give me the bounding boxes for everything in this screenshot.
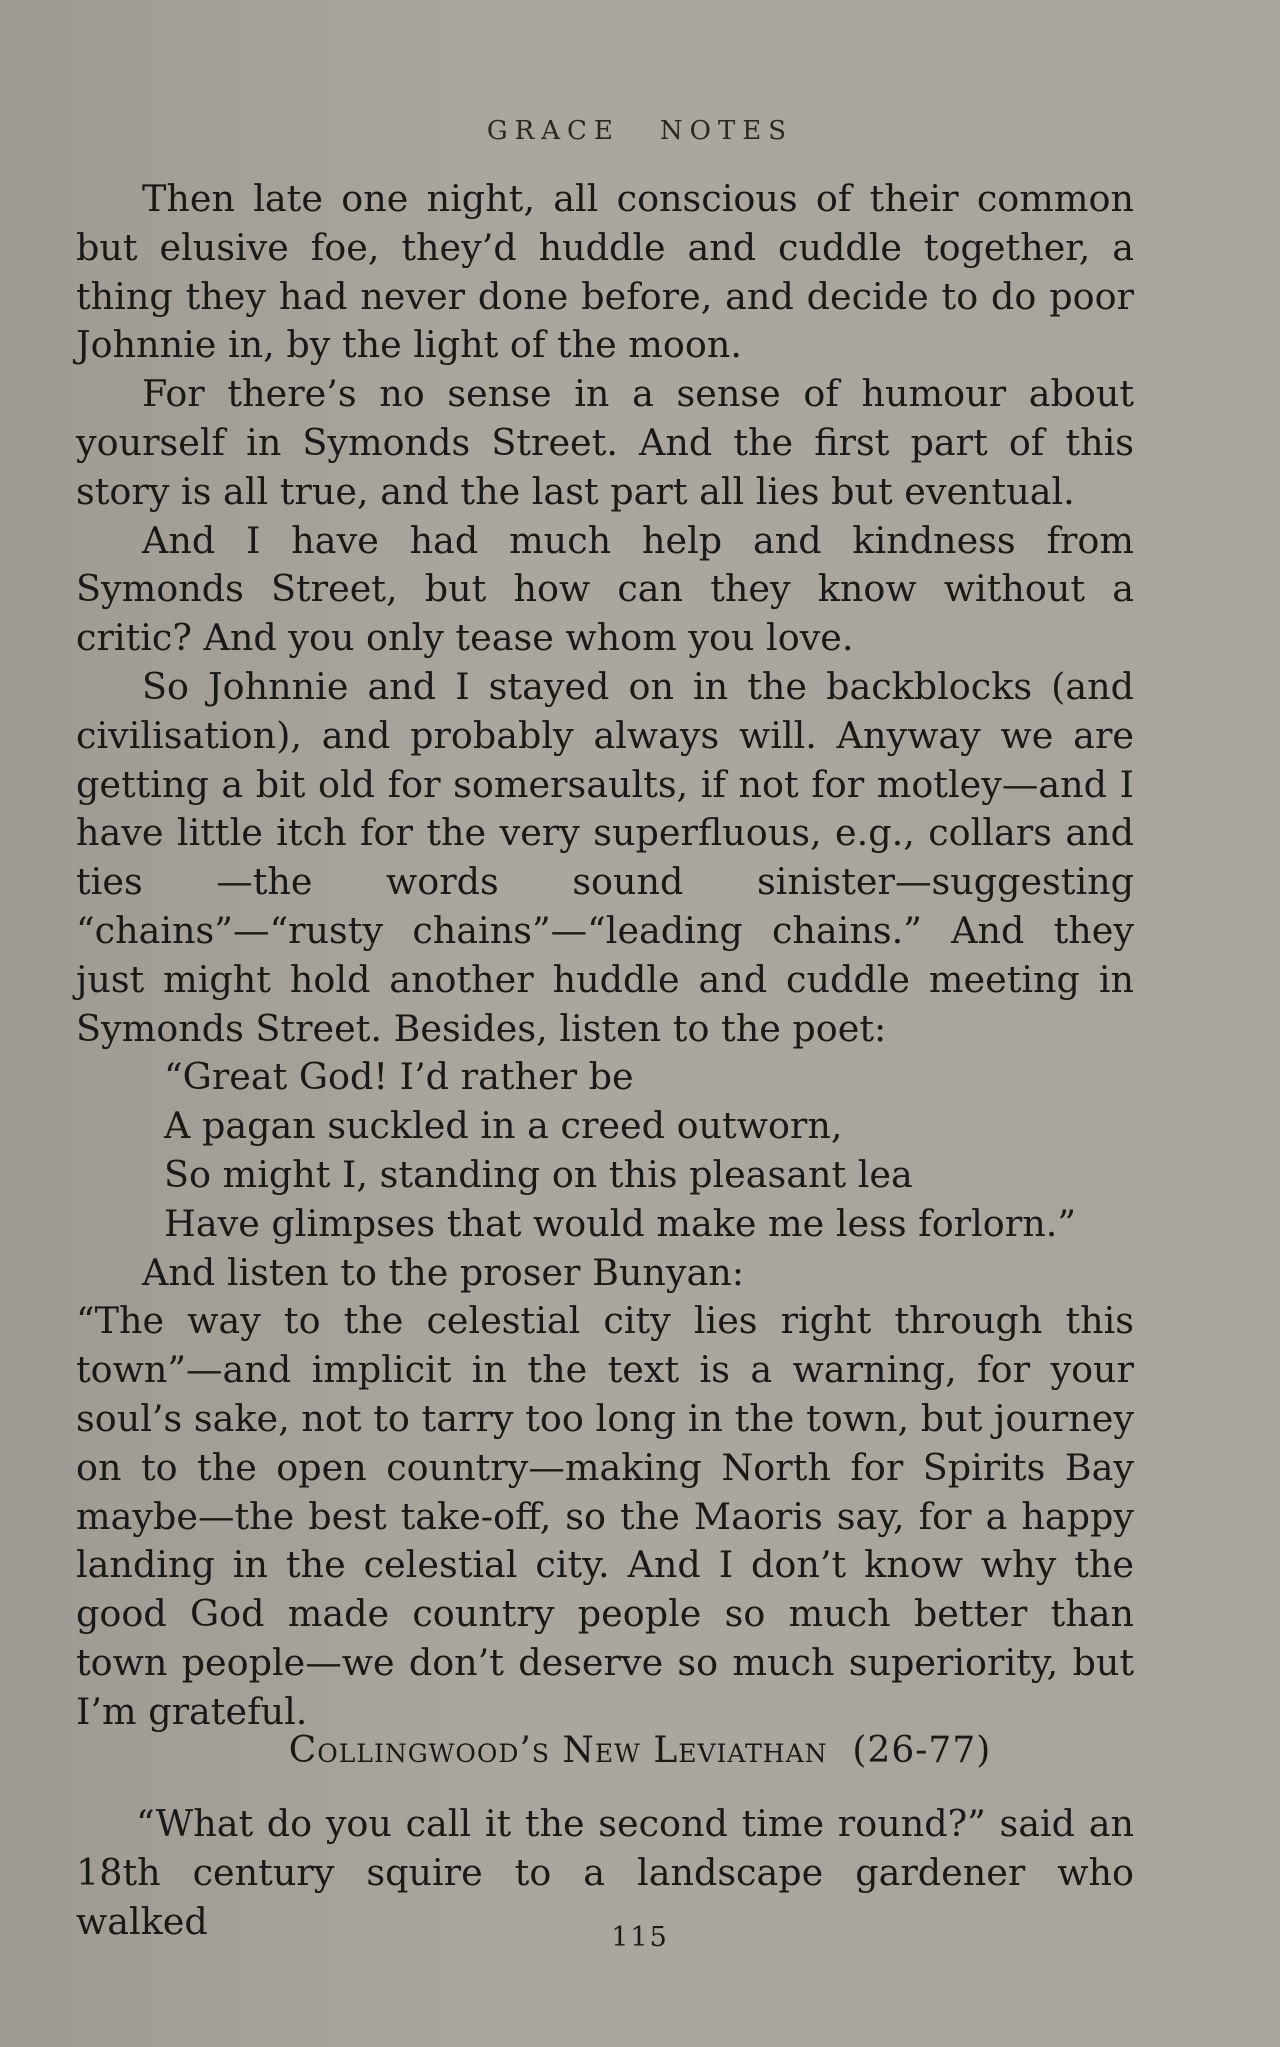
poem-line-1: “Great God! I’d rather be: [164, 1055, 634, 1099]
body-text: [76, 175, 1134, 1737]
section-paragraph: “What do you call it the second time round?” said an 18th century squire to a landscape gardener who walked: [76, 1802, 1134, 1943]
poem-line-2: A pagan suckled in a creed outworn,: [164, 1104, 843, 1148]
poem-quote: [76, 1053, 1134, 1248]
poem-line-4: Have glimpses that would make me less forlorn.”: [164, 1201, 1076, 1245]
paragraph-3: And I have had much help and kindness from Symonds Street, but how can they know without a critic? And you only tease whom you love.: [76, 518, 1134, 660]
paragraph-1: Then late one night, all conscious of their common but elusive foe, they’d huddle and cuddle together, a thing they had never done before, and decide to do poor Johnnie in, by the light of the moon.: [76, 177, 1134, 367]
bunyan-intro: And listen to the proser Bunyan:: [142, 1250, 745, 1294]
running-head-word-1: GRACE: [486, 116, 620, 146]
page-number: 115: [611, 1922, 669, 1953]
paragraph-2: For there’s no sense in a sense of humour about yourself in Symonds Street. And the first part of this story is all true, and the last part all lies but eventual.: [76, 372, 1134, 513]
section-heading-ref: (26-77): [852, 1730, 992, 1771]
running-head-word-2: NOTES: [659, 116, 794, 146]
poem-line-3: So might I, standing on this pleasant lea: [164, 1152, 913, 1196]
running-head: [0, 116, 1280, 146]
section-heading: [0, 1730, 1280, 1771]
paragraph-4: So Johnnie and I stayed on in the backblocks (and civilisation), and probably always will. Anyway we are getting a bit old for somersaults, if not for motley—and I have little itch for the very superfluous, e.g., collars and ties —the words sound sinister—suggesting “chains”—“rusty chains”—“leading chains.” And they just might hold another huddle and cuddle meeting in Symonds Street. Besides, listen to the poet:: [76, 664, 1134, 1050]
section-heading-title: Collingwood’s New Leviathan: [288, 1730, 828, 1771]
bunyan-paragraph: “The way to the celestial city lies right through this town”—and implicit in the text is a warning, for your soul’s sake, not to tarry too long in the town, but journey on to the open country—making North for Spirits Bay maybe—the best take-off, so the Maoris say, for a happy landing in the celestial city. And I don’t know why the good God made country people so much better than town people—we don’t deserve so much superiority, but I’m grateful.: [76, 1299, 1134, 1733]
